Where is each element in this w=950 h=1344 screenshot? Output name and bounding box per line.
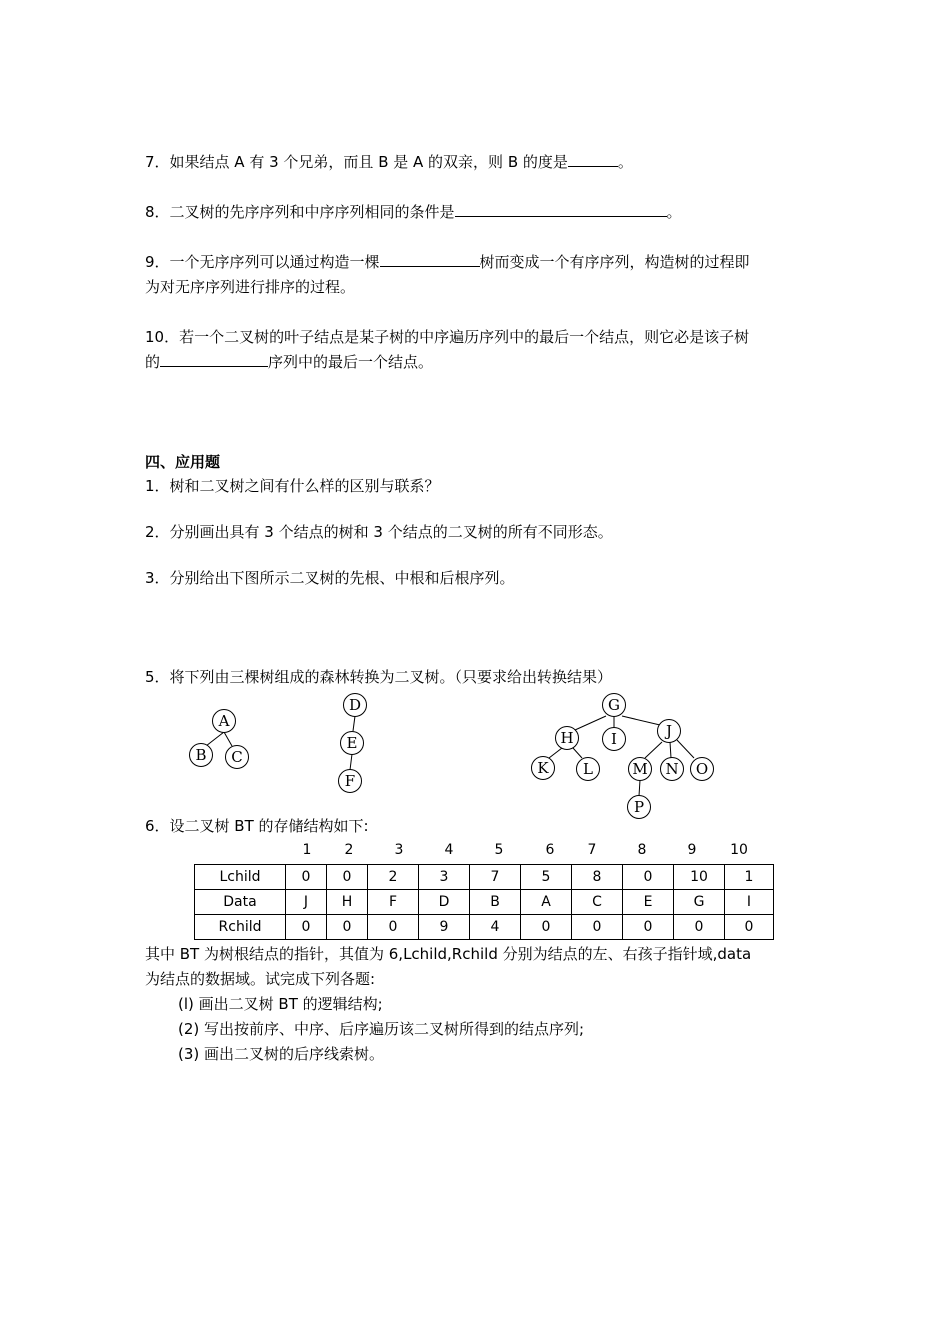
index-label: 10 <box>730 842 748 858</box>
tree-edge <box>350 754 352 770</box>
table-row <box>195 865 774 890</box>
table-cell: 4 <box>470 915 521 940</box>
tree-node <box>213 710 236 733</box>
index-label: 6 <box>545 842 555 858</box>
svg-text:P: P <box>633 798 645 816</box>
app-question-2: 2．分别画出具有 3 个结点的树和 3 个结点的二叉树的所有不同形态。 <box>145 523 613 541</box>
index-label: 3 <box>394 842 404 858</box>
table-cell: C <box>572 890 623 915</box>
table-cell: 0 <box>327 915 368 940</box>
tree-node <box>628 796 651 819</box>
svg-text:E: E <box>346 734 358 752</box>
index-label: 1 <box>302 842 312 858</box>
svg-text:I: I <box>611 730 617 748</box>
index-label: 7 <box>587 842 597 858</box>
table-cell: B <box>470 890 521 915</box>
row-label: Data <box>195 890 286 915</box>
question-9: 9．一个无序序列可以通过构造一棵 树而变成一个有序序列，构造树的过程即 <box>145 253 750 271</box>
tree-node <box>556 727 579 750</box>
index-label: 8 <box>637 842 647 858</box>
table-cell: 0 <box>286 915 327 940</box>
tree-edge <box>645 742 662 758</box>
tree-node <box>341 732 364 755</box>
table-cell: E <box>623 890 674 915</box>
tree-node <box>691 758 714 781</box>
question-7: 7．如果结点 A 有 3 个兄弟，而且 B 是 A 的双亲，则 B 的度是 。 <box>145 153 633 171</box>
table-cell: 1 <box>725 865 774 890</box>
table-cell: 0 <box>572 915 623 940</box>
table-cell: 8 <box>572 865 623 890</box>
table-cell: 0 <box>725 915 774 940</box>
q6-subquestion-3: (3) 画出二叉树的后序线索树。 <box>178 1045 385 1063</box>
table-cell: I <box>725 890 774 915</box>
table-cell: 0 <box>674 915 725 940</box>
tree-edge <box>549 748 562 758</box>
table-cell: 5 <box>521 865 572 890</box>
table-cell: 7 <box>470 865 521 890</box>
table-cell: 2 <box>368 865 419 890</box>
section-heading: 四、应用题 <box>145 453 221 471</box>
question-10-line2: 的 序列中的最后一个结点。 <box>145 353 434 371</box>
svg-text:D: D <box>348 696 362 714</box>
table-cell: 3 <box>419 865 470 890</box>
app-question-1: 1．树和二叉树之间有什么样的区别与联系？ <box>145 477 440 495</box>
index-label: 4 <box>444 842 454 858</box>
table-cell: F <box>368 890 419 915</box>
tree-node <box>577 758 600 781</box>
svg-text:G: G <box>608 696 620 714</box>
app-question-3: 3．分别给出下图所示二叉树的先根、中根和后根序列。 <box>145 569 515 587</box>
index-label: 9 <box>687 842 697 858</box>
table-cell: 0 <box>623 865 674 890</box>
table-cell: A <box>521 890 572 915</box>
index-label: 5 <box>494 842 504 858</box>
row-label: Rchild <box>195 915 286 940</box>
svg-text:L: L <box>583 760 593 778</box>
tree-edge <box>677 740 694 758</box>
tree-node <box>658 720 681 743</box>
tree-node <box>603 728 626 751</box>
tree-edge <box>622 716 660 725</box>
svg-text:M: M <box>632 760 648 778</box>
table-cell: J <box>286 890 327 915</box>
storage-table <box>194 864 774 940</box>
svg-text:B: B <box>195 746 207 764</box>
table-row <box>195 890 774 915</box>
q6-subquestion-1: (l) 画出二叉树 BT 的逻辑结构; <box>178 995 383 1013</box>
table-cell: 0 <box>521 915 572 940</box>
table-cell: H <box>327 890 368 915</box>
tree-node <box>629 758 652 781</box>
table-cell: 10 <box>674 865 725 890</box>
svg-text:C: C <box>231 748 243 766</box>
table-cell: 9 <box>419 915 470 940</box>
tree-edge <box>573 748 582 758</box>
tree-node <box>532 757 555 780</box>
table-cell: G <box>674 890 725 915</box>
tree-edge <box>353 716 355 731</box>
svg-text:F: F <box>344 772 356 790</box>
svg-text:N: N <box>665 760 679 778</box>
tree-node <box>661 758 684 781</box>
tree-edge <box>206 732 224 746</box>
svg-text:K: K <box>537 759 549 777</box>
table-cell: 0 <box>368 915 419 940</box>
q6-description-line2: 为结点的数据域。试完成下列各题: <box>145 970 376 988</box>
tree-edge <box>224 732 232 746</box>
tree-node <box>226 746 249 769</box>
question-8: 8．二叉树的先序序列和中序序列相同的条件是 。 <box>145 203 682 221</box>
tree-node <box>603 694 626 717</box>
q6-description: 其中 BT 为树根结点的指针，其值为 6,Lchild,Rchild 分别为结点的左、右孩子指针域,data <box>145 945 752 963</box>
svg-text:O: O <box>695 760 709 778</box>
table-cell: 0 <box>286 865 327 890</box>
tree-node <box>190 744 213 767</box>
tree-node <box>344 694 367 717</box>
question-9-line2: 为对无序序列进行排序的过程。 <box>145 278 356 296</box>
app-question-6: 6．设二叉树 BT 的存储结构如下: <box>145 817 369 835</box>
q6-subquestion-2: (2) 写出按前序、中序、后序遍历该二叉树所得到的结点序列; <box>178 1020 585 1038</box>
index-label: 2 <box>344 842 354 858</box>
svg-text:J: J <box>665 722 673 740</box>
index-row <box>0 842 950 860</box>
svg-text:A: A <box>218 712 230 730</box>
tree-edge <box>639 780 640 796</box>
question-10: 10．若一个二叉树的叶子结点是某子树的中序遍历序列中的最后一个结点，则它必是该子树 <box>145 328 750 346</box>
table-row <box>195 915 774 940</box>
tree-edge <box>575 716 606 730</box>
table-cell: 0 <box>623 915 674 940</box>
tree-node <box>339 770 362 793</box>
svg-text:H: H <box>560 729 574 747</box>
table-cell: D <box>419 890 470 915</box>
app-question-5: 5．将下列由三棵树组成的森林转换为二叉树。（只要求给出转换结果） <box>145 668 613 686</box>
row-label: Lchild <box>195 865 286 890</box>
tree-edge <box>670 742 671 758</box>
table-cell: 0 <box>327 865 368 890</box>
